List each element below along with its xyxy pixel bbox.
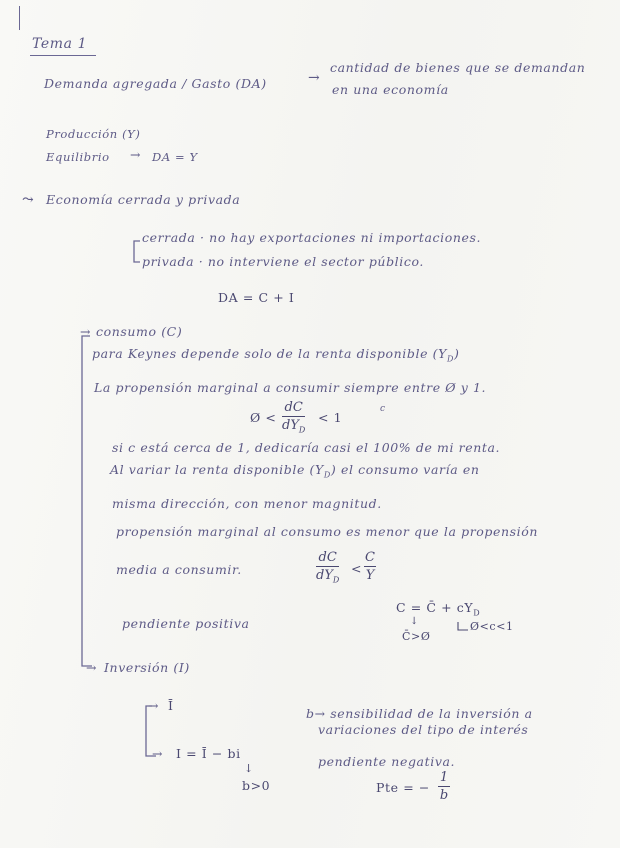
keynes-main: para Keynes depende solo de la renta disponible (Y xyxy=(92,346,447,361)
page-title: Tema 1 xyxy=(32,36,88,52)
pmc-line-2: media a consumir. xyxy=(116,562,242,577)
consumo-equation-sub: D xyxy=(473,608,481,618)
stray-c: c xyxy=(380,404,386,414)
si-line-2-sub: D xyxy=(323,470,331,480)
inequality-fraction xyxy=(282,400,305,435)
equilibrio-arrow: → xyxy=(130,147,142,162)
pmc-den-sub: D xyxy=(332,575,340,585)
i-bar-arrow: → xyxy=(148,698,160,713)
inequality-den-sub: D xyxy=(298,425,306,435)
privada-text: privada · no interviene el sector público. xyxy=(142,254,424,269)
b-sensitivity-2: variaciones del tipo de interés xyxy=(318,722,529,737)
pendiente-positiva: pendiente positiva xyxy=(122,616,250,631)
inequality-right: < 1 xyxy=(318,410,343,425)
pendiente-negativa: pendiente negativa. xyxy=(318,754,456,769)
keynes-sub: D xyxy=(446,354,454,364)
pmc-num: dC xyxy=(318,550,337,565)
keynes-end: ) xyxy=(454,346,460,361)
consumo-heading: consumo (C) xyxy=(96,324,183,339)
propension-text: La propensión marginal a consumir siempre entre Ø y 1. xyxy=(94,380,487,395)
definition-text-1: cantidad de bienes que se demandan xyxy=(330,60,586,75)
pmc-bar-2 xyxy=(364,566,376,567)
si-line-3: misma dirección, con menor magnitud. xyxy=(112,496,382,511)
equilibrio-equation: DA = Y xyxy=(152,150,198,164)
consumo-equation xyxy=(396,600,480,618)
pmc-num2: C xyxy=(365,550,375,565)
da-equation: DA = C + I xyxy=(218,290,295,305)
inequality-den: dY xyxy=(282,418,299,433)
pmc-fraction-1 xyxy=(316,550,339,585)
inversion-arrow: → xyxy=(86,660,98,675)
si-line-1: si c está cerca de 1, dedicaría casi el 100% de mi renta. xyxy=(112,440,501,455)
pmc-den2: Y xyxy=(365,568,375,583)
consumo-arrow: → xyxy=(80,324,92,339)
pmc-bar-1 xyxy=(316,566,339,567)
cerrada-text: cerrada · no hay exportaciones ni importaciones. xyxy=(142,230,482,245)
pmc-fraction-2 xyxy=(364,550,376,583)
definition-text-2: en una economía xyxy=(332,82,449,97)
consumo-bar-condition: C̄>Ø xyxy=(402,630,431,643)
pmc-den-wrap xyxy=(316,568,339,585)
inequality-den-wrap xyxy=(282,418,305,435)
si-line-2-main: Al variar la renta disponible (Y xyxy=(110,462,324,477)
investment-equation: I = Ī − bi xyxy=(176,746,241,761)
definition-arrow: → xyxy=(308,70,321,86)
si-line-2-end: ) el consumo varía en xyxy=(330,462,480,477)
economia-heading: Economía cerrada y privada xyxy=(46,192,241,207)
b-condition: b>0 xyxy=(242,778,271,793)
consumo-down-arrow: ↓ xyxy=(410,616,419,627)
pmc-den: dY xyxy=(316,568,333,583)
pte-fraction xyxy=(438,770,450,803)
keynes-text xyxy=(92,346,459,364)
inequality-bar xyxy=(282,416,305,417)
pmc-lt: < xyxy=(351,561,363,576)
pte-num: 1 xyxy=(439,770,449,785)
si-line-2 xyxy=(110,462,479,480)
pte-label: Pte = − xyxy=(376,780,430,795)
inversion-heading: Inversión (I) xyxy=(104,660,190,675)
consumo-equation-main: C = C̄ + cY xyxy=(396,600,474,615)
definition-term: Demanda agregada / Gasto (DA) xyxy=(44,76,267,91)
i-eq-arrow: → xyxy=(152,746,164,761)
pte-bar xyxy=(438,786,450,787)
consumo-c-condition: Ø<c<1 xyxy=(470,620,514,633)
pmc-line-1: propensión marginal al consumo es menor que la propensión xyxy=(116,524,539,539)
inequality-left: Ø < xyxy=(250,410,277,425)
b-sensitivity-1: b→ sensibilidad de la inversión a xyxy=(306,706,533,721)
produccion-label: Producción (Y) xyxy=(46,127,141,141)
pte-den: b xyxy=(439,788,449,803)
investment-down-arrow: ↓ xyxy=(244,762,254,775)
i-bar: Ī xyxy=(168,698,174,713)
squiggle-arrow: ⤳ xyxy=(22,192,35,208)
inequality-num: dC xyxy=(284,400,303,415)
equilibrio-label: Equilibrio xyxy=(46,150,110,164)
